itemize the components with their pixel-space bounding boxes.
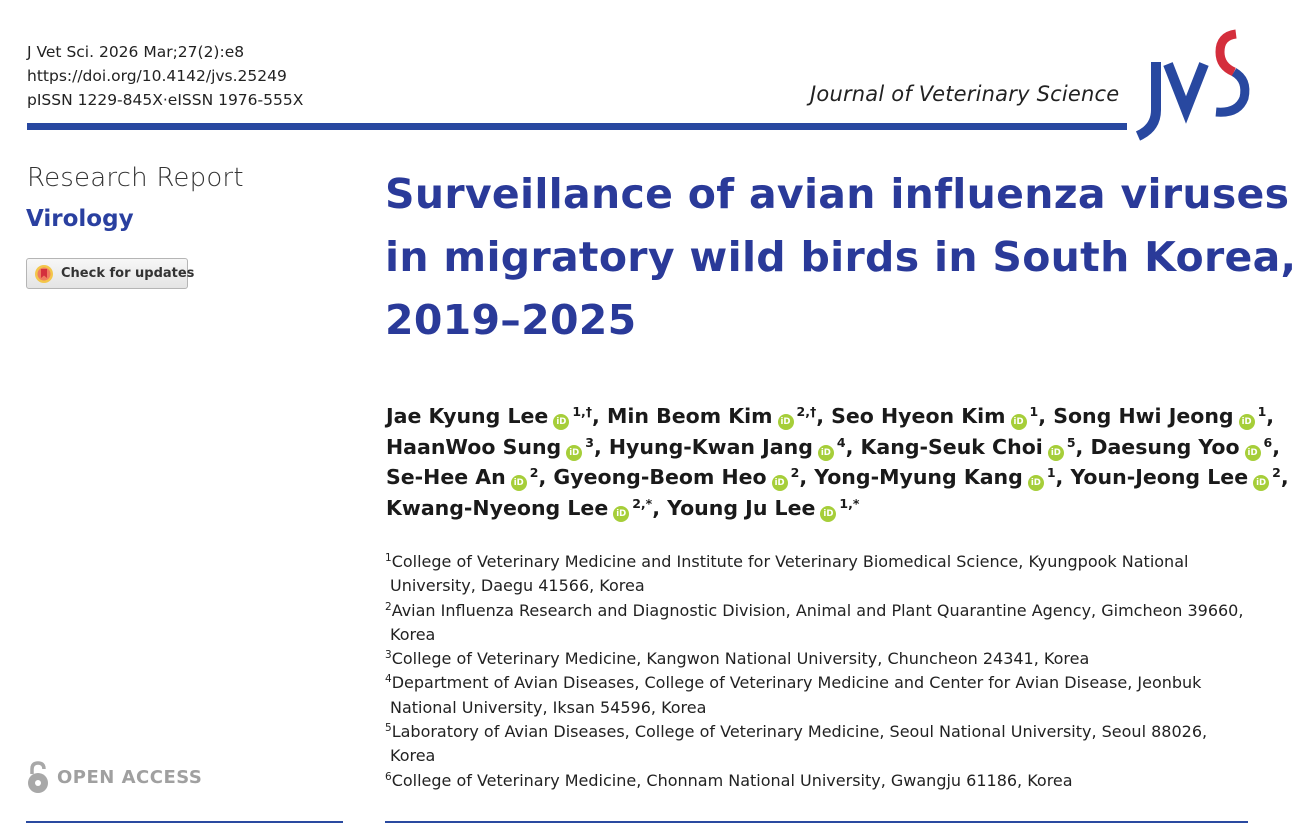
author-separator: , [1038,404,1054,428]
affiliation-number: 6 [385,770,392,783]
author-name[interactable]: Kang-Seuk Choi [860,434,1043,459]
author-name[interactable]: Min Beom Kim [606,404,773,428]
doi-link[interactable]: https://doi.org/10.4142/jvs.25249 [27,67,287,85]
orcid-icon[interactable]: iD [820,506,836,522]
crossmark-icon [34,264,54,284]
author-name[interactable]: Seo Hyeon Kim [831,404,1006,428]
divider [26,821,343,823]
article-title [385,163,1296,352]
affiliation [385,647,1265,671]
article-type: Research Report [27,163,244,193]
open-access-badge [26,760,202,794]
author-name[interactable]: Kwang-Nyeong Lee [386,495,609,520]
affiliation-number: 5 [385,722,392,735]
affiliation-text: College of Veterinary Medicine, Kangwon National University, Chuncheon 24341, Korea [391,649,1090,669]
affiliation-text: Korea [390,746,436,766]
author-separator: , [816,404,832,428]
orcid-icon[interactable]: iD [818,445,834,461]
author-separator: , [845,434,861,459]
author-affil-sup: 1,† [572,404,593,419]
orcid-icon[interactable]: iD [511,475,527,491]
header-rule [27,123,1127,130]
author-name[interactable]: Daesung Yoo [1090,434,1240,459]
author-line [386,432,1281,463]
title-line: Surveillance of avian influenza viruses [385,170,1290,218]
author-name[interactable]: Jae Kyung Lee [386,404,549,428]
author-separator: , [1055,465,1071,489]
orcid-icon[interactable]: iD [1253,475,1269,491]
author-name[interactable]: Youn-Jeong Lee [1070,465,1249,489]
author-separator: , [538,465,554,489]
journal-name: Journal of Veterinary Science [810,82,1120,106]
affiliation-list [385,550,1265,793]
orcid-icon[interactable]: iD [1048,445,1064,461]
title-line: in migratory wild birds in South Korea, [385,233,1296,281]
affiliation [385,599,1265,648]
orcid-icon[interactable]: iD [772,475,788,491]
author-affil-sup: 1 [1257,404,1267,419]
author-affil-sup: 3 [585,434,594,450]
author-affil-sup: 2 [790,465,800,480]
affiliation-number: 4 [385,673,392,686]
author-line [386,493,1266,524]
orcid-icon[interactable]: iD [566,445,582,461]
author-name[interactable]: HaanWoo Sung [386,434,562,459]
author-separator: , [593,434,609,459]
affiliation [385,550,1265,599]
open-lock-icon [26,760,50,794]
author-affil-sup: 2,† [796,404,817,419]
check-for-updates-button[interactable] [26,258,195,289]
orcid-icon[interactable]: iD [1011,414,1027,430]
author-list [386,401,1289,523]
author-name[interactable]: Yong-Myung Kang [814,465,1023,489]
subject-category[interactable]: Virology [26,206,134,232]
author-separator: , [1280,465,1289,489]
author-name[interactable]: Gyeong-Beom Heo [553,465,767,489]
author-name[interactable]: Song Hwi Jeong [1053,404,1234,428]
author-affil-sup: 2 [1272,465,1281,480]
affiliation-number: 3 [385,649,392,662]
affiliation [385,720,1265,769]
issn: pISSN 1229-845X·eISSN 1976-555X [27,91,304,109]
affiliation-text: Department of Avian Diseases, College of Veterinary Medicine and Center for Avian Disease, Jeonbuk [391,673,1202,693]
affiliation-text: National University, Iksan 54596, Korea [390,697,707,717]
author-affil-sup: 2 [529,465,539,480]
affiliation-number: 1 [385,552,392,564]
citation: J Vet Sci. 2026 Mar;27(2):e8 [27,43,245,61]
author-affil-sup: 6 [1263,434,1273,450]
orcid-icon[interactable]: iD [1239,414,1255,430]
author-affil-sup: 1 [1029,404,1039,419]
citation-block [27,40,303,112]
open-access-label: OPEN ACCESS [57,766,203,788]
author-separator: , [1266,404,1275,428]
affiliation-text: Korea [390,624,436,644]
check-for-updates-label: Check for updates [61,266,195,281]
author-affil-sup: 2,* [632,495,653,511]
author-separator: , [1075,434,1091,459]
orcid-icon[interactable]: iD [613,506,629,522]
orcid-icon[interactable]: iD [553,414,569,430]
author-line [386,462,1289,493]
orcid-icon[interactable]: iD [1028,475,1044,491]
author-line [386,401,1275,432]
affiliation-text: College of Veterinary Medicine and Institute for Veterinary Biomedical Science, Kyungpook National [391,552,1189,571]
author-affil-sup: 5 [1066,434,1076,450]
affiliation-text: University, Daegu 41566, Korea [390,576,645,596]
author-affil-sup: 1 [1046,465,1056,480]
author-separator: , [799,465,815,489]
jvs-logo [1128,28,1250,140]
author-separator: , [652,495,668,520]
affiliation-text: Avian Influenza Research and Diagnostic Division, Animal and Plant Quarantine Agency, Gimcheon 39660, [391,600,1244,620]
divider [385,821,1248,823]
orcid-icon[interactable]: iD [778,414,794,430]
orcid-icon[interactable]: iD [1245,445,1261,461]
author-affil-sup: 4 [836,434,846,450]
author-name[interactable]: Hyung-Kwan Jang [608,434,813,459]
affiliation [385,671,1265,720]
affiliation [385,769,1265,793]
affiliation-text: College of Veterinary Medicine, Chonnam National University, Gwangju 61186, Korea [391,770,1073,790]
author-affil-sup: 1,* [839,495,860,511]
author-name[interactable]: Se-Hee An [386,465,506,489]
author-separator: , [592,404,607,428]
affiliation-text: Laboratory of Avian Diseases, College of Veterinary Medicine, Seoul National University, Seoul 88026, [391,722,1208,742]
author-separator: , [1272,434,1281,459]
author-name[interactable]: Young Ju Lee [667,495,816,520]
title-line: 2019–2025 [385,296,637,344]
affiliation-number: 2 [385,600,392,613]
